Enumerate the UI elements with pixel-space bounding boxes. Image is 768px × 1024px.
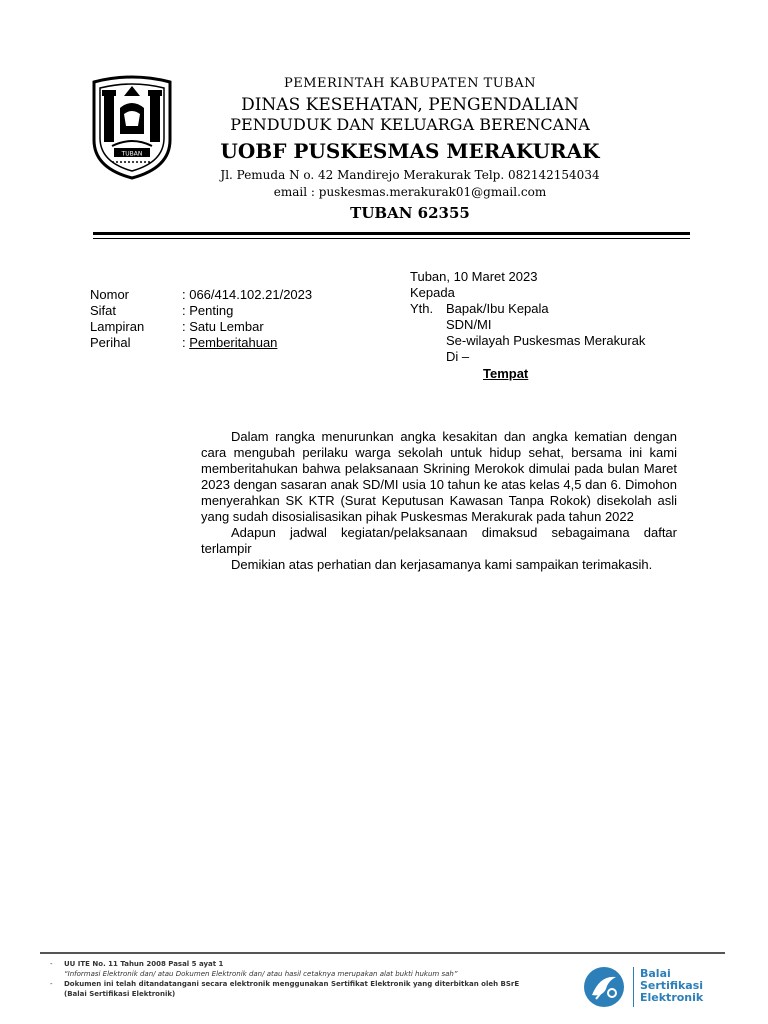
- agency-name-line1: DINAS KESEHATAN, PENGENDALIAN: [241, 95, 579, 115]
- footer-law-quote: “Informasi Elektronik dan/ atau Dokumen Elektronik dan/ atau hasil cetaknya merupakan alat bukti hukum sah”: [64, 970, 458, 978]
- meta-label: Perihal: [90, 335, 131, 350]
- recipient-line-4: Di –: [446, 349, 470, 364]
- letter-date: Tuban, 10 Maret 2023: [410, 269, 538, 284]
- footer-notes: [50, 959, 560, 999]
- office-email: email : puskesmas.merakurak01@gmail.com: [273, 185, 547, 199]
- footer-esign-note: Dokumen ini telah ditandatangani secara elektronik menggunakan Sertifikat Elektronik yang diterbitkan oleh BSrE: [64, 980, 520, 988]
- footer-dash: -: [50, 960, 53, 968]
- letterhead: [190, 76, 630, 224]
- office-address: Jl. Pemuda N o. 42 Mandirejo Merakurak Telp. 082142154034: [220, 168, 600, 182]
- recipient-line-2: SDN/MI: [446, 317, 492, 332]
- recipient-line-1: [410, 301, 710, 317]
- bsre-logo-word: Sertifikasi: [640, 979, 704, 992]
- body-paragraph: Adapun jadwal kegiatan/pelaksanaan dimaksud sebagaimana daftar terlampir: [201, 525, 677, 556]
- subject-value: Pemberitahuan: [189, 335, 278, 350]
- letterhead-rule-thin: [93, 238, 690, 239]
- meta-row-nomor: [90, 287, 312, 303]
- footer-rule: [40, 952, 725, 954]
- bsre-logo-icon: [582, 965, 626, 1009]
- meta-label: Sifat: [90, 303, 117, 318]
- puskesmas-name: UOBF PUSKESMAS MERAKURAK: [220, 139, 600, 163]
- footer-item-signature: [50, 979, 560, 999]
- meta-row-sifat: [90, 303, 312, 319]
- meta-row-lampiran: [90, 319, 312, 335]
- meta-value: : 066/414.102.21/2023: [182, 287, 313, 302]
- bsre-logo-word: Elektronik: [640, 991, 704, 1004]
- meta-value: : Penting: [182, 303, 234, 318]
- addressee-block: [410, 269, 710, 383]
- meta-colon: :: [182, 335, 190, 350]
- recipient-title: Bapak/Ibu Kepala: [446, 301, 549, 316]
- emblem-label: TUBAN: [121, 150, 143, 158]
- footer-dash: -: [50, 980, 53, 988]
- letter-body: [201, 429, 677, 573]
- office-city: TUBAN 62355: [350, 204, 470, 222]
- bsre-logo-word: Balai: [640, 967, 671, 980]
- meta-row-perihal: [90, 335, 312, 351]
- kepada-label: Kepada: [410, 285, 455, 300]
- bsre-logo-divider: [633, 967, 634, 1007]
- body-paragraph: Dalam rangka menurunkan angka kesakitan dan angka kematian dengan cara mengubah perilaku warga sekolah untuk hidup sehat, bersama ini kami memberitahukan bahwa pelaksanaan Skrining Merokok dimulai pada bulan Maret 2023 dengan sasaran anak SD/MI usia 10 tahun ke atas kelas 4,5 dan 6. Dimohon menyerahkan SK KTR (Surat Keputusan Kawasan Tanpa Rokok) disekolah asli yang sudah disosialisasikan pihak Puskesmas Merakurak pada tahun 2022: [201, 429, 677, 524]
- footer-item-legal: [50, 959, 560, 979]
- agency-name-line2: PENDUDUK DAN KELUARGA BERENCANA: [230, 115, 590, 134]
- letterhead-rule-thick: [93, 232, 690, 235]
- meta-value: : Satu Lembar: [182, 319, 264, 334]
- yth-label: Yth.: [410, 301, 434, 316]
- footer-law-title: UU ITE No. 11 Tahun 2008 Pasal 5 ayat 1: [64, 960, 224, 968]
- tempat-label: Tempat: [483, 366, 529, 381]
- letter-meta: [90, 287, 312, 351]
- meta-label: Nomor: [90, 287, 130, 302]
- recipient-line-3: Se-wilayah Puskesmas Merakurak: [446, 333, 646, 348]
- meta-label: Lampiran: [90, 319, 145, 334]
- government-name: PEMERINTAH KABUPATEN TUBAN: [283, 76, 537, 91]
- body-paragraph: Demikian atas perhatian dan kerjasamanya kami sampaikan terimakasih.: [231, 557, 653, 572]
- footer-esign-agency: (Balai Sertifikasi Elektronik): [64, 990, 176, 998]
- tuban-regency-emblem-icon: [90, 74, 174, 180]
- bsre-logo-text: [640, 968, 703, 1004]
